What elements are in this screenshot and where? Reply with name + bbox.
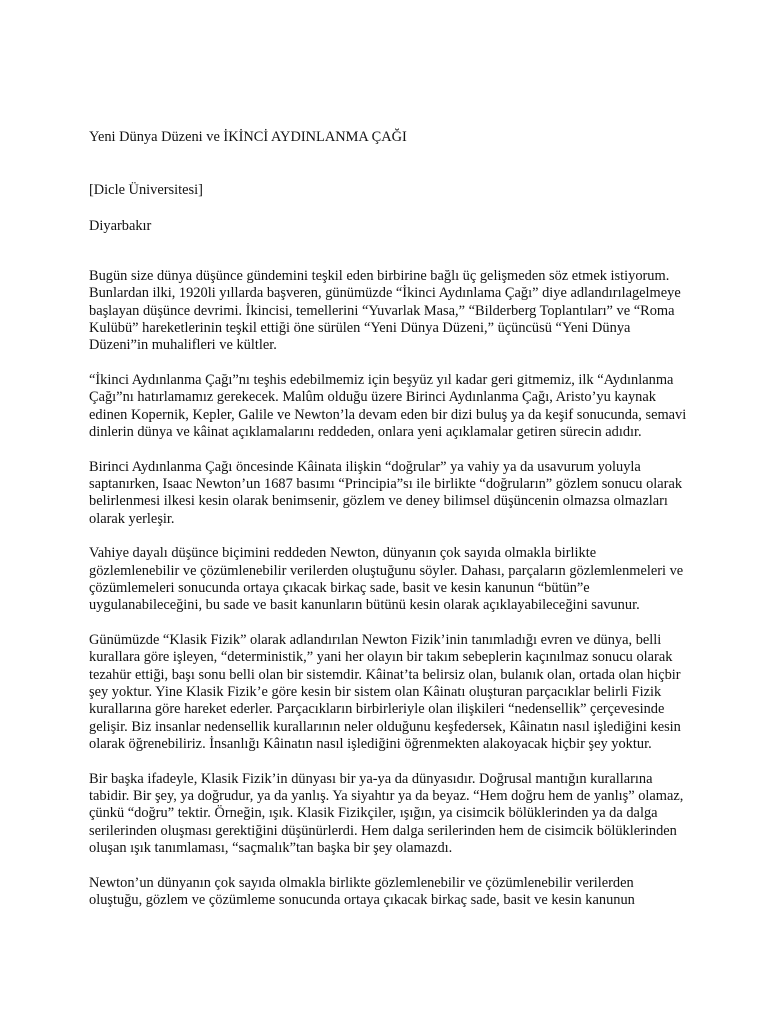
paragraph: Vahiye dayalı düşünce biçimini reddeden Newton, dünyanın çok sayıda olmakla birlikte gözlemlenebilir ve çözümlenebilir verilerden oluştuğunu söyler. Dahası, parçaların gözlemlenmeleri ve çözümlemeleri sonucunda ortaya çıkacak birkaç sade, basit ve kesin kanunun “bütün”e uygulanabileceğini, bu sade ve basit kanunların bütünü kesin olarak açıklayabileceğini savunur. (89, 545, 684, 614)
paragraph: Bugün size dünya düşünce gündemini teşkil eden birbirine bağlı üç gelişmeden söz etmek istiyorum. Bunlardan ilki, 1920li yıllarda başveren, günümüzde “İkinci Aydınlama Çağı” diye adlandırılagelmeye başlayan düşünce devrimi. İkincisi, temellerini “Yuvarlak Masa,” “Bilderberg Toplantıları” ve “Roma Kulübü” hareketlerinin teşkil ettiği öne sürülen “Yeni Dünya Düzeni,” üçüncüsü “Yeni Dünya Düzeni”in muhalifleri ve kültler. (89, 268, 681, 354)
paragraph: Newton’un dünyanın çok sayıda olmakla birlikte gözlemlenebilir ve çözümlenebilir verilerden oluştuğu, gözlem ve çözümleme sonucunda ortaya çıkacak birkaç sade, basit ve kesin kanunun (89, 874, 635, 908)
paragraph: Birinci Aydınlanma Çağı öncesinde Kâinata ilişkin “doğrular” ya vahiy ya da usavurum yoluyla saptanırken, Isaac Newton’un 1687 basımı “Principia”sı ile birlikte “doğruların” gözlem sonucu olarak belirlenmesi ilkesi kesin olarak benimsenir, gözlem ve deney bilimsel düşüncenin olmazsa olmazları olarak yerleşir. (89, 458, 683, 527)
city: Diyarbakır (89, 218, 152, 234)
paragraph: “İkinci Aydınlanma Çağı”nı teşhis edebilmemiz için beşyüz yıl kadar geri gitmemiz, ilk “Aydınlanma Çağı”nı hatırlamamız gerekecek. Malûm olduğu üzere Birinci Aydınlanma Çağı, Aristo’yu kaynak edinen Kopernik, Kepler, Galile ve Newton’la devam eden bir dizi buluş ya da keşif sonucunda, semavi dinlerin dünya ve kâinat açıklamalarını reddeden, onlara yeni açıklamalar getiren sürecin adıdır. (89, 371, 687, 440)
affiliation: [Dicle Üniversitesi] (89, 182, 203, 198)
paragraph: Bir başka ifadeyle, Klasik Fizik’in dünyası bir ya-ya da dünyasıdır. Doğrusal mantığın kurallarına tabidir. Bir şey, ya doğrudur, ya da yanlış. Ya siyahtır ya da beyaz. “Hem doğru hem de yanlış” olamaz, çünkü “doğru” tektir. Örneğin, ışık. Klasik Fizikçiler, ışığın, ya cisimcik bölüklerinden ya da dalga serilerinden oluşması gerektiğini düşünürlerdi. Hem dalga serilerinden hem de cisimcik bölüklerinden oluşan ışık tanımlaması, “saçmalık”tan başka bir şey olamazdı. (89, 770, 684, 856)
paragraph: Günümüzde “Klasik Fizik” olarak adlandırılan Newton Fizik’inin tanımladığı evren ve dünya, belli kurallara göre işleyen, “deterministik,” yani her olayın bir takım sebeplerin kaçınılmaz sonucu olarak tezahür ettiği, başı sonu belli olan bir sistemdir. Kâinat’ta belirsiz olan, bulanık olan, ortada olan hiçbir şey yoktur. Yine Klasik Fizik’e göre kesin bir sistem olan Kâinatı oluşturan parçacıklar belirli Fizik kurallarına göre hareket ederler. Parçacıkların birbirleriyle olan ilişkileri “nedensellik” çerçevesinde gelişir. Biz insanlar nedensellik kurallarının neler olduğunu keşfedersek, Kâinatın nasıl işlediğini kesin olarak öğrenebiliriz. İnsanlığı Kâinatın nasıl işlediğini öğrenmekten alakoyacak hiçbir şey yoktur. (89, 632, 681, 752)
document-title: Yeni Dünya Düzeni ve İKİNCİ AYDINLANMA ÇAĞI (89, 129, 407, 145)
document-body (89, 268, 687, 927)
